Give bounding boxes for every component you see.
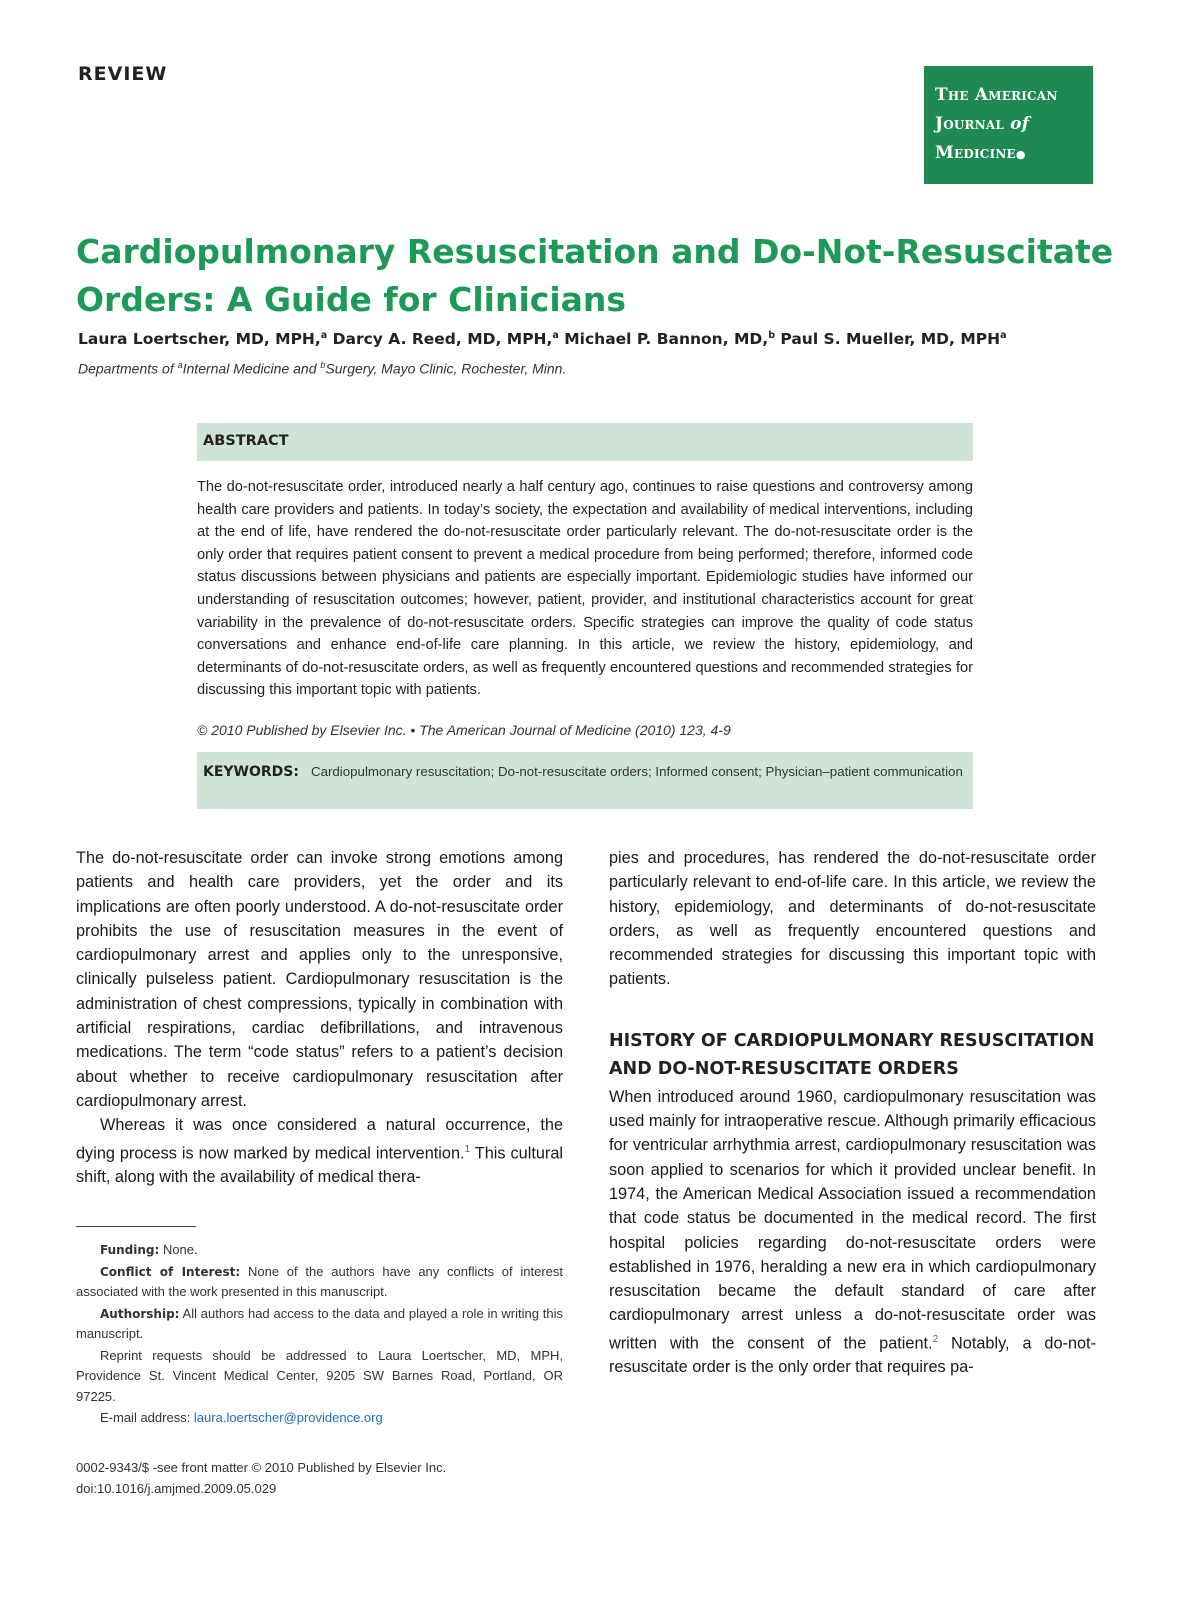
publication-info (76, 1458, 446, 1499)
logo-line3: Medicine (935, 143, 1016, 163)
keywords-box (197, 752, 973, 809)
article-title: Cardiopulmonary Resuscitation and Do-Not-Resuscitate Orders: A Guide for Clinicians (76, 232, 1114, 319)
footnote-divider (76, 1226, 196, 1227)
paragraph-text: This cultural shift, along with the availability of medical thera- (76, 1143, 563, 1187)
footnote-coi (76, 1262, 563, 1303)
doi-line: doi:10.1016/j.amjmed.2009.05.029 (76, 1480, 277, 1496)
keywords-list: Cardiopulmonary resuscitation; Do-not-resuscitate orders; Informed consent; Physician–patient communication (310, 764, 963, 779)
journal-logo (924, 66, 1093, 184)
footnotes (76, 1240, 563, 1430)
paragraph-text: When introduced around 1960, cardiopulmonary resuscitation was used mainly for intraoperative rescue. Although primarily efficacious for ventricular arrhythmia arrest, cardiopulmonary resuscitation was soon applied to scenarios for which it provided unclear benefit. In 1974, the American Medical Association issued a recommendation that code status be documented in the medical record. The first hospital policies regarding do-not-resuscitate orders were established in 1976, heralding a new era in which cardiopulmonary resuscitation became the default standard of care after cardiopulmonary arrest unless a do-not-resuscitate order was written with the consent of the patient. (609, 1087, 1096, 1353)
section-label: REVIEW (78, 63, 168, 85)
footnote-funding (76, 1240, 563, 1261)
footnote-text: All authors had access to the data and played a role in writing this manuscript. (76, 1305, 563, 1341)
affil-prefix: Departments of (78, 360, 178, 377)
affil-mark-b: b (320, 360, 326, 370)
author-name: Michael P. Bannon, MD, (564, 330, 769, 349)
email-link[interactable]: laura.loertscher@providence.org (193, 1410, 383, 1425)
affil-part2: Surgery, Mayo Clinic, Rochester, Minn. (325, 360, 567, 377)
footnote-email (76, 1408, 563, 1429)
author-name: Laura Loertscher, MD, MPH, (78, 330, 321, 349)
reference-link[interactable]: 1 (464, 1143, 471, 1155)
footnote-label: Conflict of Interest: (100, 1264, 241, 1279)
footnote-text: E-mail address: (100, 1410, 194, 1425)
affil-mark-a: a (177, 360, 183, 370)
author-list (78, 330, 1118, 348)
author-affil-mark: a (320, 330, 328, 341)
abstract-heading: ABSTRACT (197, 423, 973, 461)
footnote-label: Funding: (100, 1243, 160, 1257)
reference-link[interactable]: 2 (932, 1333, 939, 1345)
abstract-citation: © 2010 Published by Elsevier Inc. • The American Journal of Medicine (2010) 123, 4-9 (197, 722, 731, 738)
logo-line2-b: of (1010, 114, 1030, 134)
logo-line1: The American (935, 85, 1058, 105)
author-affil-mark: a (1000, 330, 1007, 341)
author-affil-mark: b (768, 330, 775, 341)
footnote-text: None of the authors have any conflicts of interest associated with the work presented in this manuscript. (76, 1263, 563, 1299)
logo-mark-icon: ● (1015, 148, 1026, 161)
copyright-line: 0002-9343/$ -see front matter © 2010 Published by Elsevier Inc. (76, 1460, 447, 1475)
footnote-authorship (76, 1304, 563, 1345)
logo-line2-a: Journal (935, 114, 1011, 134)
author-name: Darcy A. Reed, MD, MPH, (332, 330, 553, 349)
author-name: Paul S. Mueller, MD, MPH (780, 330, 1001, 349)
body-column-left (76, 846, 563, 1190)
author-affil-mark: a (552, 330, 559, 341)
keywords-label: KEYWORDS: (203, 764, 299, 780)
footnote-text: None. (159, 1242, 198, 1257)
body-paragraph: The do-not-resuscitate order can invoke strong emotions among patients and health care providers, yet the order and its implications are often poorly understood. A do-not-resuscitate order prohibits the use of resuscitation measures in the event of cardiopulmonary arrest and applies only to the unresponsive, clinically pulseless patient. Cardiopulmonary resuscitation is the administration of chest compressions, typically in combination with artificial respirations, cardiac defibrillations, and intravenous medications. The term “code status” refers to a patient’s decision about whether to receive cardiopulmonary resuscitation after cardiopulmonary arrest. (76, 849, 563, 1110)
affil-part1: Internal Medicine and (182, 360, 321, 377)
paragraph-text: Notably, a do-not-resuscitate order is the only order that requires pa- (609, 1334, 1096, 1377)
footnote-reprint: Reprint requests should be addressed to Laura Loertscher, MD, MPH, Providence St. Vincent Medical Center, 9205 SW Barnes Road, Portland, OR 97225. (76, 1347, 563, 1404)
body-paragraph (76, 1113, 563, 1189)
body-column-right (609, 846, 1096, 1380)
abstract-body: The do-not-resuscitate order, introduced nearly a half century ago, continues to raise questions and controversy among health care providers and patients. In today’s society, the expectation and availability of medical interventions, including at the end of life, have rendered the do-not-resuscitate order particularly relevant. The do-not-resuscitate order is the only order that requires patient consent to prevent a medical procedure from being performed; therefore, informed code status discussions between physicians and patients are especially important. Epidemiologic studies have informed our understanding of resuscitation outcomes; however, patient, provider, and institutional characteristics account for great variability in the prevalence of do-not-resuscitate orders. Specific strategies can improve the quality of code status conversations and enhance end-of-life care planning. In this article, we review the history, epidemiology, and determinants of do-not-resuscitate orders, as well as frequently encountered questions and recommended strategies for discussing this important topic with patients. (197, 479, 973, 699)
affiliation (78, 360, 566, 377)
footnote-label: Authorship: (100, 1306, 180, 1321)
section-heading: HISTORY OF CARDIOPULMONARY RESUSCITATION AND DO-NOT-RESUSCITATE ORDERS (609, 1030, 1095, 1079)
paragraph-text: Whereas it was once considered a natural occurrence, the dying process is now marked by medical intervention. (76, 1116, 563, 1162)
body-paragraph (609, 1085, 1096, 1380)
body-paragraph: pies and procedures, has rendered the do-not-resuscitate order particularly relevant to end-of-life care. In this article, we review the history, epidemiology, and determinants of do-not-resuscitate orders, as well as frequently encountered questions and recommended strategies for discussing this important topic with patients. (609, 849, 1096, 989)
